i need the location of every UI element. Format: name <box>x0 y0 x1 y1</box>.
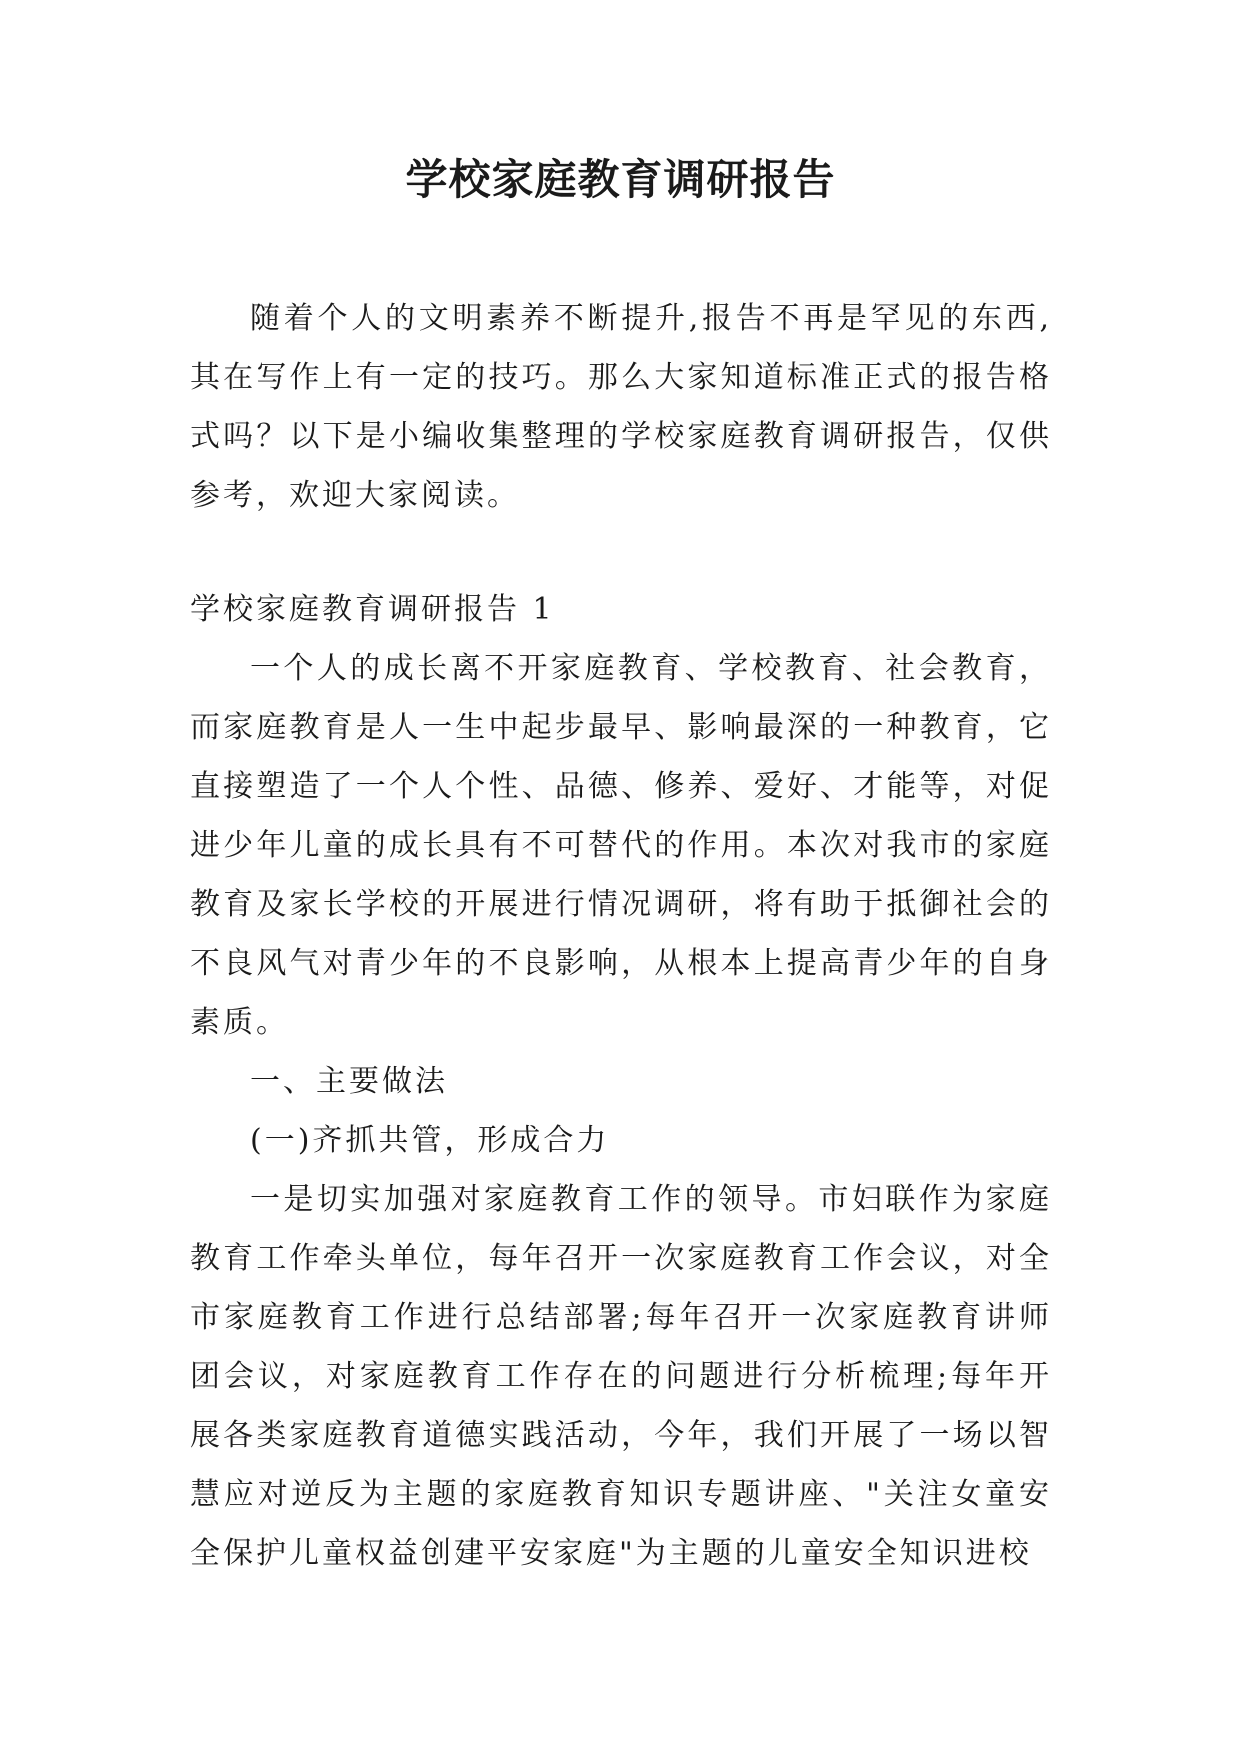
body-paragraph: 一个人的成长离不开家庭教育、学校教育、社会教育，而家庭教育是人一生中起步最早、影响最深的一种教育，它直接塑造了一个人个性、品德、修养、爱好、才能等，对促进少年儿童的成长具有不可替代的作用。本次对我市的家庭教育及家长学校的开展进行情况调研，将有助于抵御社会的不良风气对青少年的不良影响，从根本上提高青少年的自身素质。 <box>190 651 1052 1040</box>
report-section <box>190 580 1052 1583</box>
heading-main-practices: 一、主要做法 <box>250 1064 448 1099</box>
body-paragraph: 一是切实加强对家庭教育工作的领导。市妇联作为家庭教育工作牵头单位，每年召开一次家庭教育工作会议，对全市家庭教育工作进行总结部署;每年召开一次家庭教育讲师团会议，对家庭教育工作存在的问题进行分析梳理;每年开展各类家庭教育道德实践活动，今年，我们开展了一场以智慧应对逆反为主题的家庭教育知识专题讲座、"关注女童安全保护儿童权益创建平安家庭"为主题的儿童安全知识进校 <box>190 1182 1052 1571</box>
intro-block <box>190 289 1052 525</box>
document-title: 学校家庭教育调研报告 <box>405 155 836 204</box>
subheading-joint-management: (一)齐抓共管，形成合力 <box>250 1123 610 1158</box>
section-title: 学校家庭教育调研报告 1 <box>190 592 555 627</box>
intro-paragraph: 随着个人的文明素养不断提升,报告不再是罕见的东西,其在写作上有一定的技巧。那么大家知道标准正式的报告格式吗？以下是小编收集整理的学校家庭教育调研报告，仅供参考，欢迎大家阅读。 <box>190 301 1052 513</box>
